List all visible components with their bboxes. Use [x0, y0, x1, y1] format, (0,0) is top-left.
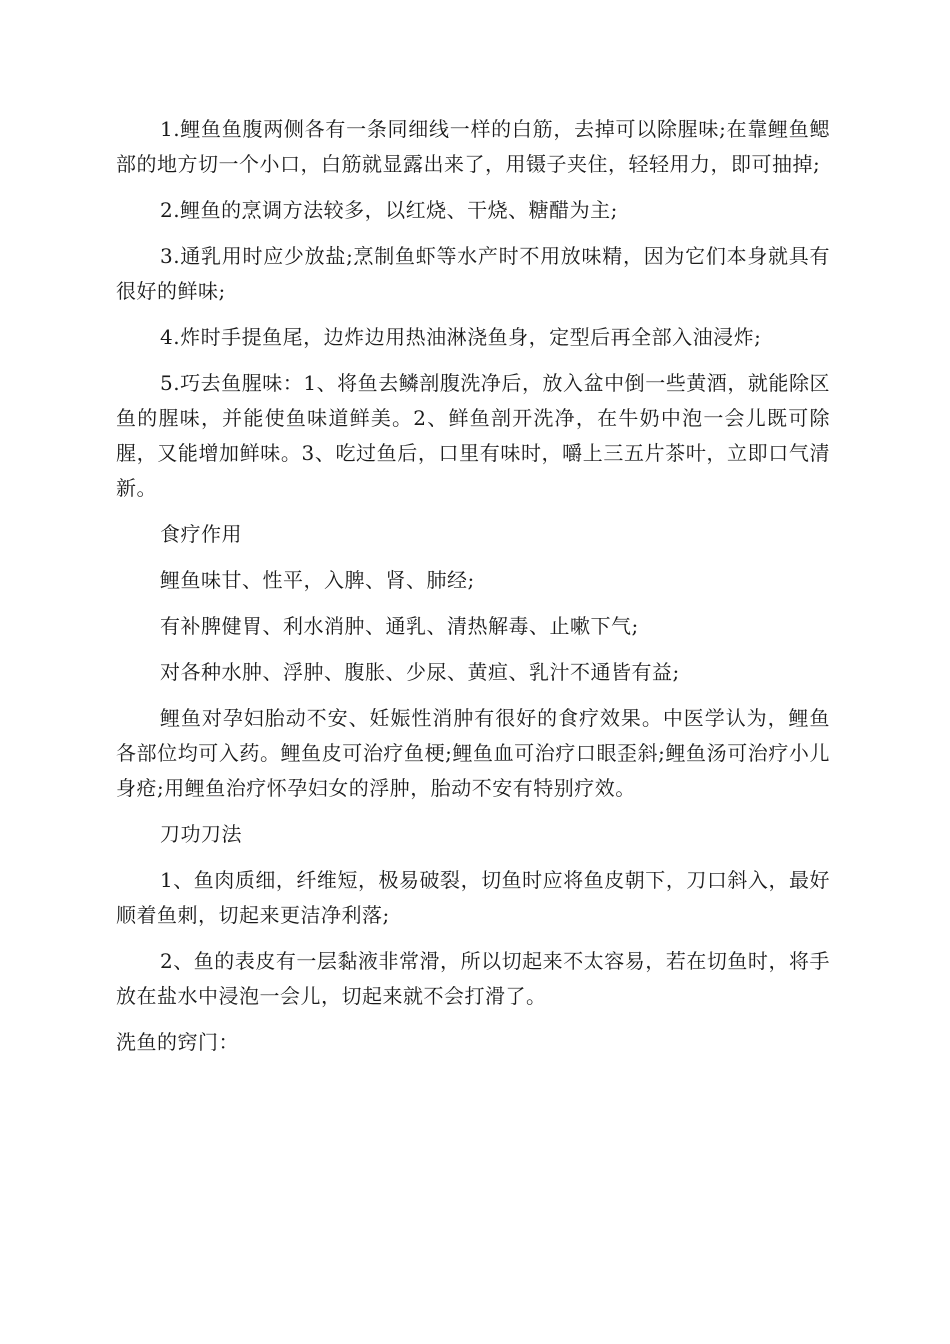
paragraph-dietary-4: 鲤鱼对孕妇胎动不安、妊娠性消肿有很好的食疗效果。中医学认为，鲤鱼各部位均可入药。鲤鱼皮可治疗鱼梗;鲤鱼血可治疗口眼歪斜;鲤鱼汤可治疗小儿身疮;用鲤鱼治疗怀孕妇女的浮肿，胎动不安有特别疗效。	[116, 706, 830, 800]
paragraph-knife-2: 2、鱼的表皮有一层黏液非常滑，所以切起来不太容易，若在切鱼时，将手放在盐水中浸泡一会儿，切起来就不会打滑了。	[116, 949, 830, 1008]
paragraph-tip-1: 1.鲤鱼鱼腹两侧各有一条同细线一样的白筋，去掉可以除腥味;在靠鲤鱼鳃部的地方切一个小口，白筋就显露出来了，用镊子夹住，轻轻用力，即可抽掉;	[116, 117, 830, 176]
paragraph-knife-1: 1、鱼肉质细，纤维短，极易破裂，切鱼时应将鱼皮朝下，刀口斜入，最好顺着鱼刺，切起来更洁净利落;	[116, 868, 830, 927]
paragraph-tip-5: 5.巧去鱼腥味：1、将鱼去鳞剖腹洗净后，放入盆中倒一些黄酒，就能除区鱼的腥味，并能使鱼味道鲜美。2、鲜鱼剖开洗净，在牛奶中泡一会儿既可除腥，又能增加鲜味。3、吃过鱼后，口里有味时，嚼上三五片茶叶，立即口气清新。	[116, 371, 830, 500]
section-heading-knife-skills: 刀功刀法	[160, 822, 242, 846]
paragraph-tip-2: 2.鲤鱼的烹调方法较多，以红烧、干烧、糖醋为主;	[160, 198, 618, 222]
paragraph-tip-4: 4.炸时手提鱼尾，边炸边用热油淋浇鱼身，定型后再全部入油浸炸;	[160, 325, 762, 349]
section-heading-dietary-effects: 食疗作用	[160, 522, 242, 546]
paragraph-dietary-1: 鲤鱼味甘、性平，入脾、肾、肺经;	[160, 568, 475, 592]
section-heading-fish-washing: 洗鱼的窍门：	[116, 1030, 239, 1054]
paragraph-dietary-2: 有补脾健胃、利水消肿、通乳、清热解毒、止嗽下气;	[160, 614, 639, 638]
document-page	[116, 112, 830, 1071]
paragraph-tip-3: 3.通乳用时应少放盐;烹制鱼虾等水产时不用放味精，因为它们本身就具有很好的鲜味;	[116, 244, 830, 303]
paragraph-dietary-3: 对各种水肿、浮肿、腹胀、少尿、黄疸、乳汁不通皆有益;	[160, 660, 680, 684]
